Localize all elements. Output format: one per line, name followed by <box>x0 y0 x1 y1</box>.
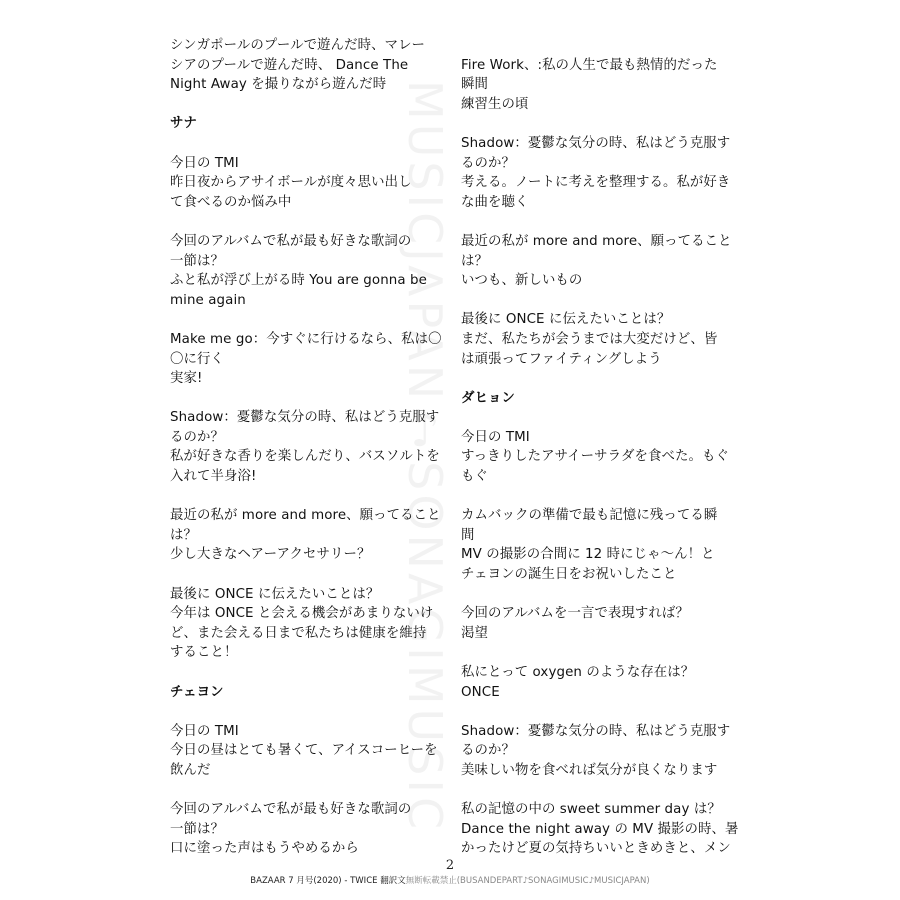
text-line: は？ <box>461 253 488 269</box>
text-line: 最近の私が more and more、願ってること <box>461 233 732 249</box>
blank-line <box>461 408 736 428</box>
member-heading: チェヨン <box>170 684 224 700</box>
text-line: 昨日夜からアサイボールが度々思い出し <box>170 175 412 191</box>
text-line: 今日の TMI <box>170 723 239 739</box>
text-line: るのか？ <box>461 743 515 759</box>
blank-line <box>461 487 736 507</box>
text-line: 飲んだ <box>170 762 211 778</box>
blank-line <box>170 781 442 801</box>
text-line: まだ、私たちが会うまでは大変だけど、皆 <box>461 331 718 347</box>
text-line: るのか？ <box>170 429 224 445</box>
text-line: Shadow：憂鬱な気分の時、私はどう克服す <box>461 723 731 739</box>
text-line: Shadow：憂鬱な気分の時、私はどう克服す <box>461 135 731 151</box>
text-line: 最後に ONCE に伝えたいことは？ <box>170 586 380 602</box>
text-line: Fire Work、:私の人生で最も熱情的だった <box>461 57 718 73</box>
blank-line <box>170 389 442 409</box>
text-line: 考える。ノートに考えを整理する。私が好き <box>461 175 731 191</box>
text-line: 瞬間 <box>461 77 488 93</box>
footer-text: BAZAAR 7 月号(2020) - TWICE 翻訳文 <box>250 876 406 886</box>
text-line: な曲を聴く <box>461 194 529 210</box>
blank-line <box>461 702 736 722</box>
blank-line <box>170 565 442 585</box>
text-line: Night Away を撮りながら遊んだ時 <box>170 77 387 93</box>
text-line: 今日の TMI <box>170 155 239 171</box>
text-line: すっきりしたアサイーサラダを食べた。もぐ <box>461 449 729 465</box>
blank-line <box>170 702 442 722</box>
blank-line <box>461 212 736 232</box>
text-line: すること！ <box>170 645 238 661</box>
text-line: 今回のアルバムを一言で表現すれば？ <box>461 606 689 622</box>
text-line: Shadow：憂鬱な気分の時、私はどう克服す <box>170 410 440 426</box>
footer-note: 無断転載禁止(BUSANDEPART♪SONAGIMUSIC♪MUSICJAPAN) <box>405 876 650 886</box>
blank-line <box>461 643 736 663</box>
text-line: もぐ <box>461 469 488 485</box>
member-heading: サナ <box>170 116 197 132</box>
text-line: て食べるのか悩み中 <box>170 194 292 210</box>
text-line: は頑張ってファイティングしよう <box>461 351 662 367</box>
text-line: 間 <box>461 527 475 543</box>
blank-line <box>170 134 442 154</box>
blank-line <box>461 781 736 801</box>
text-line: 入れて半身浴! <box>170 469 257 485</box>
text-line: 私にとって oxygen のような存在は？ <box>461 665 695 680</box>
text-line: 私が好きな香りを楽しんだり、バスソルトを <box>170 449 440 465</box>
text-line: ONCE <box>461 684 500 700</box>
text-line: 最後に ONCE に伝えたいことは？ <box>461 312 671 328</box>
footer <box>0 874 900 886</box>
text-line: るのか？ <box>461 155 515 171</box>
blank-line <box>461 36 736 56</box>
text-line: Dance the night away の MV 撮影の時、暑 <box>461 821 739 837</box>
text-line: 今回のアルバムで私が最も好きな歌詞の <box>170 233 412 249</box>
blank-line <box>461 369 736 389</box>
member-heading: ダヒョン <box>461 390 515 406</box>
text-line: ど、また会える日まで私たちは健康を維持 <box>170 625 427 641</box>
text-line: カムバックの準備で最も記憶に残ってる瞬 <box>461 508 718 524</box>
text-line: 実家! <box>170 371 203 387</box>
blank-line <box>170 310 442 330</box>
text-line: mine again <box>170 292 246 308</box>
text-line: 少し大きなヘアーアクセサリー？ <box>170 547 371 563</box>
text-line: 最近の私が more and more、願ってること <box>170 508 441 524</box>
left-column <box>170 36 442 859</box>
text-line: MV の撮影の合間に 12 時にじゃ～ん！と <box>461 547 715 563</box>
page-number: 2 <box>445 858 455 873</box>
text-line: 渇望 <box>461 625 488 641</box>
text-line: 一節は？ <box>170 253 224 269</box>
text-line: 一節は？ <box>170 821 224 837</box>
blank-line <box>461 114 736 134</box>
text-line: 〇に行く <box>170 351 224 367</box>
text-line: ふと私が浮び上がる時 You are gonna be <box>170 273 427 289</box>
text-line: 口に塗った声はもうやめるから <box>170 841 359 857</box>
text-line: チェヨンの誕生日をお祝いしたこと <box>461 567 677 583</box>
text-line: かったけど夏の気持ちいいときめきと、メン <box>461 841 731 857</box>
text-line: シンガポールのプールで遊んだ時、マレー <box>170 38 426 53</box>
text-line: いつも、新しいもの <box>461 273 583 289</box>
text-line: 今日の TMI <box>461 429 530 445</box>
text-line: 私の記憶の中の sweet summer day は？ <box>461 802 721 818</box>
blank-line <box>170 663 442 683</box>
right-column <box>461 36 739 859</box>
text-line: シアのプールで遊んだ時、 Dance The <box>170 57 409 73</box>
text-line: 今日の昼はとても暑くて、アイスコーヒーを <box>170 743 438 759</box>
text-line: 今年は ONCE と会える機会があまりないけ <box>170 606 434 622</box>
blank-line <box>170 95 442 115</box>
blank-line <box>170 487 442 507</box>
text-line: は？ <box>170 527 197 543</box>
text-line: Make me go：今すぐに行けるなら、私は〇 <box>170 331 442 347</box>
watermark-text: MUSICJAPAN♪SONAGIMUSIC <box>398 80 452 834</box>
blank-line <box>461 291 736 311</box>
text-line: 今回のアルバムで私が最も好きな歌詞の <box>170 802 412 818</box>
blank-line <box>461 585 736 605</box>
text-line: 練習生の頃 <box>461 96 529 112</box>
text-line: 美味しい物を食べれば気分が良くなります <box>461 762 718 778</box>
blank-line <box>170 212 442 232</box>
